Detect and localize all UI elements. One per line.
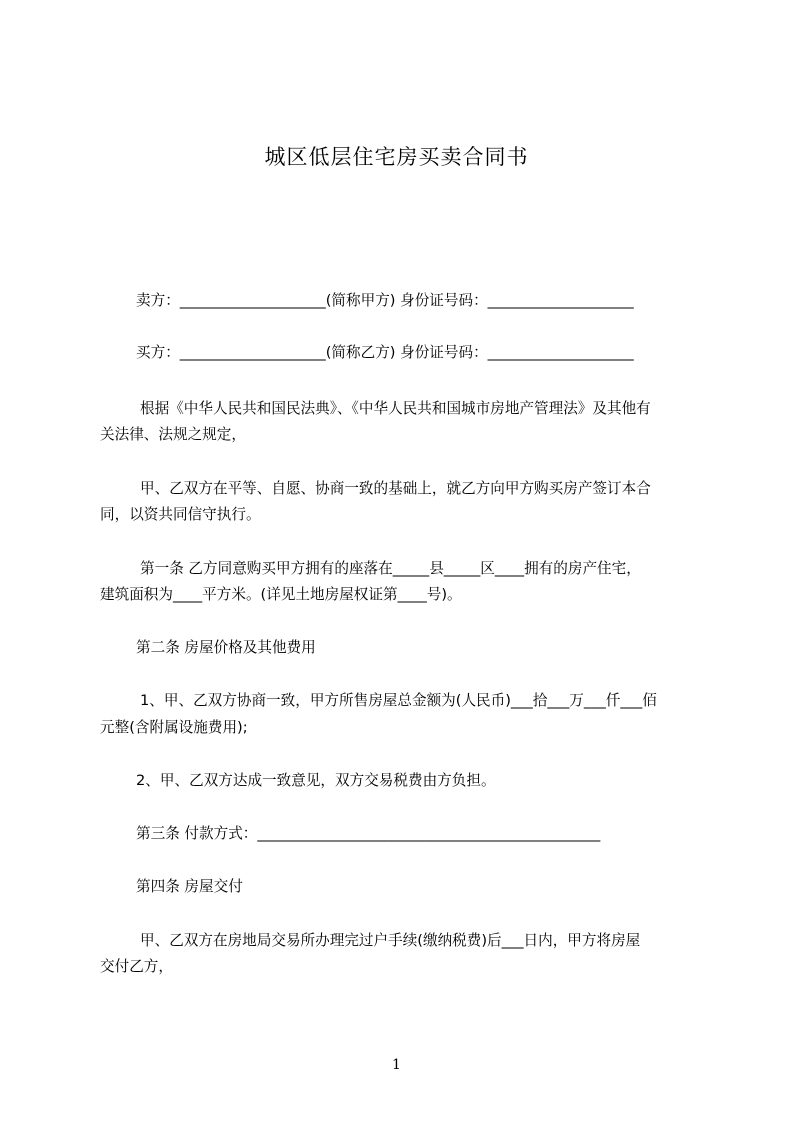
article-4-heading: 第四条 房屋交付 (136, 878, 243, 895)
article-2-item-2: 2、甲、乙双方达成一致意见，双方交易税费由方负担。 (136, 772, 496, 789)
basis-paragraph-line-2: 关法律、法规之规定， (100, 426, 246, 443)
article-4-body-line-1: 甲、乙双方在房地局交易所办理完过户手续(缴纳税费)后___日内，甲方将房屋 (140, 932, 641, 949)
seller-line: 卖方：____________________(简称甲方) 身份证号码：____________________ (136, 292, 634, 309)
agreement-paragraph-line-1: 甲、乙双方在平等、自愿、协商一致的基础上，就乙方向甲方购买房产签订本合 (140, 480, 651, 497)
buyer-line: 买方：____________________(简称乙方) 身份证号码：____________________ (136, 344, 634, 361)
agreement-paragraph-line-2: 同，以资共同信守执行。 (100, 506, 261, 523)
article-4-body-line-2: 交付乙方， (100, 958, 173, 975)
article-1-line-2: 建筑面积为____平方米。(详见土地房屋权证第____号)。 (100, 586, 462, 603)
page-number: 1 (392, 1057, 401, 1073)
document-title: 城区低层住宅房买卖合同书 (264, 145, 529, 169)
article-2-item-1-line-1: 1、甲、乙双方协商一致，甲方所售房屋总金额为(人民币)___拾___万___仟___佰 (140, 692, 657, 709)
basis-paragraph-line-1: 根据《中华人民共和国民法典》、《中华人民共和国城市房地产管理法》及其他有 (140, 400, 651, 417)
article-2-heading: 第二条 房屋价格及其他费用 (136, 639, 316, 656)
article-1-line-1: 第一条 乙方同意购买甲方拥有的座落在_____县_____区____拥有的房产住宅， (140, 560, 641, 577)
article-3-payment-method: 第三条 付款方式：_______________________________________________ (136, 825, 601, 842)
article-2-item-1-line-2: 元整(含附属设施费用); (100, 719, 248, 736)
